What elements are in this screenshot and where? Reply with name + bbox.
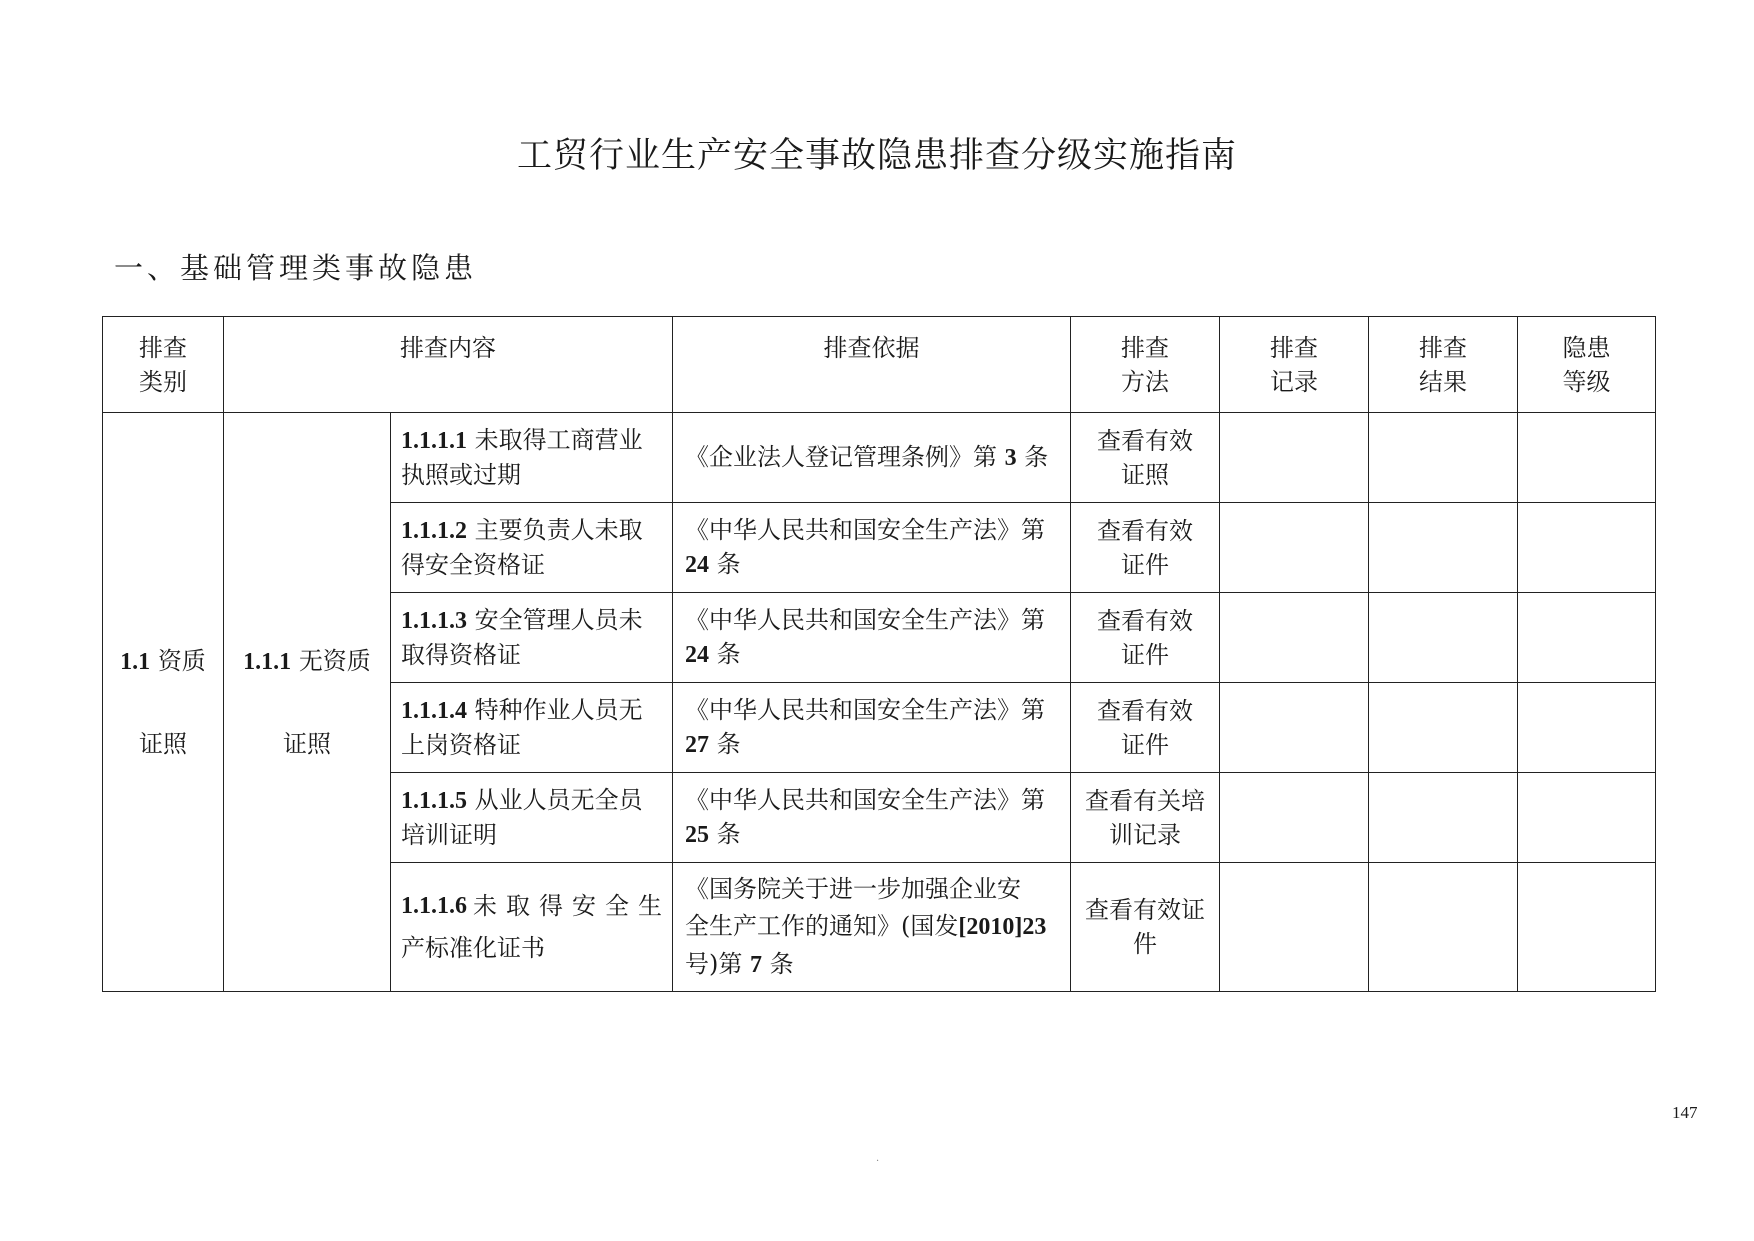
item-content: 1.1.1.1 未取得工商营业 执照或过期 (391, 413, 673, 503)
page-number: 147 (1672, 1103, 1698, 1122)
item-method: 查看有效 证照 (1071, 413, 1220, 503)
header-category: 排查 类别 (103, 317, 224, 413)
result-cell (1369, 593, 1518, 683)
level-cell (1518, 773, 1656, 863)
header-record: 排查 记录 (1220, 317, 1369, 413)
item-basis: 《中华人民共和国安全生产法》第 25 条 (673, 773, 1071, 863)
result-cell (1369, 773, 1518, 863)
item-content: 1.1.1.3 安全管理人员未 取得资格证 (391, 593, 673, 683)
header-row (103, 317, 1656, 413)
item-method: 查看有效 证件 (1071, 683, 1220, 773)
level-cell (1518, 863, 1656, 992)
table-row (103, 413, 1656, 503)
item-basis: 《中华人民共和国安全生产法》第 24 条 (673, 503, 1071, 593)
record-cell (1220, 593, 1369, 683)
item-method: 查看有效 证件 (1071, 503, 1220, 593)
record-cell (1220, 683, 1369, 773)
level-cell (1518, 413, 1656, 503)
level-cell (1518, 683, 1656, 773)
item-content: 1.1.1.6 未 取 得 安 全 生 产标准化证书 (391, 863, 673, 992)
result-cell (1369, 413, 1518, 503)
item-basis: 《企业法人登记管理条例》第 3 条 (673, 413, 1071, 503)
result-cell (1369, 503, 1518, 593)
record-cell (1220, 413, 1369, 503)
item-method: 查看有效 证件 (1071, 593, 1220, 683)
item-content: 1.1.1.2 主要负责人未取 得安全资格证 (391, 503, 673, 593)
section-heading: 一、基础管理类事故隐患 (114, 251, 478, 285)
item-method: 查看有关培 训记录 (1071, 773, 1220, 863)
item-basis: 《中华人民共和国安全生产法》第 27 条 (673, 683, 1071, 773)
level-cell (1518, 593, 1656, 683)
item-basis: 《国务院关于进一步加强企业安 全生产工作的通知》(国发[2010]23 号)第 7 条 (673, 863, 1071, 992)
item-basis: 《中华人民共和国安全生产法》第 24 条 (673, 593, 1071, 683)
item-content: 1.1.1.4 特种作业人员无 上岗资格证 (391, 683, 673, 773)
item-method: 查看有效证 件 (1071, 863, 1220, 992)
header-method: 排查 方法 (1071, 317, 1220, 413)
header-level: 隐患 等级 (1518, 317, 1656, 413)
result-cell (1369, 683, 1518, 773)
category-cell: 1.1 资质 证照 (103, 413, 224, 992)
item-content: 1.1.1.5 从业人员无全员 培训证明 (391, 773, 673, 863)
record-cell (1220, 773, 1369, 863)
level-cell (1518, 503, 1656, 593)
header-basis: 排查依据 (673, 317, 1071, 413)
subcategory-cell: 1.1.1 无资质 证照 (224, 413, 391, 992)
record-cell (1220, 503, 1369, 593)
footer-mark: · (876, 1156, 880, 1167)
header-content: 排查内容 (224, 317, 673, 413)
result-cell (1369, 863, 1518, 992)
record-cell (1220, 863, 1369, 992)
document-title: 工贸行业生产安全事故隐患排查分级实施指南 (516, 136, 1237, 176)
hazard-checklist-table (102, 316, 1656, 992)
header-result: 排查 结果 (1369, 317, 1518, 413)
